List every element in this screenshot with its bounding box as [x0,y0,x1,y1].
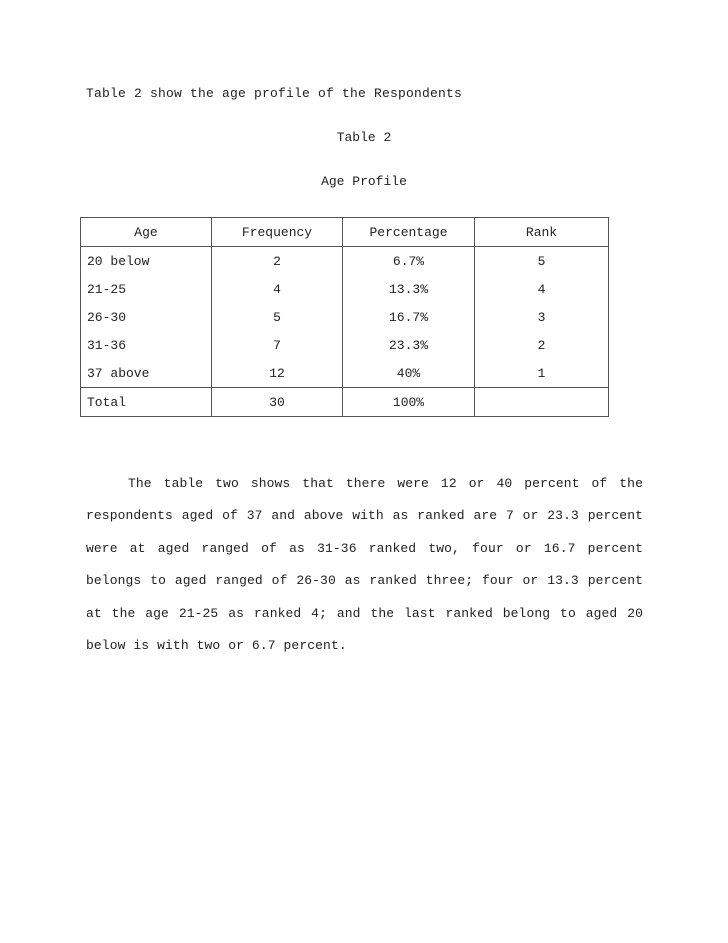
analysis-paragraph: The table two shows that there were 12 or 40 percent of the respondents aged of 37 and above with as ranked are 7 or 23.3 percent were at aged ranged of as 31-36 ranked two, four or 16.7 percent belongs to aged ranged of 26-30 as ranked three; four or 13.3 percent at the age 21-25 as ranked 4; and the last ranked belong to aged 20 below is with two or 6.7 percent. [86,476,643,654]
cell-frequency: 12 [212,359,343,388]
cell-age: 31-36 [81,331,212,359]
table-label: Table 2 [336,130,392,145]
table-title: Age Profile [321,174,407,189]
cell-rank: 2 [475,331,609,359]
header-percentage: Percentage [343,218,475,247]
cell-rank: 5 [475,247,609,276]
cell-frequency: 2 [212,247,343,276]
header-age: Age [81,218,212,247]
cell-frequency: 7 [212,331,343,359]
cell-percentage: 13.3% [343,275,475,303]
cell-age: 20 below [81,247,212,276]
header-rank: Rank [475,218,609,247]
cell-age: 21-25 [81,275,212,303]
cell-percentage: 6.7% [343,247,475,276]
cell-age: 37 above [81,359,212,388]
table-row [81,331,609,359]
total-frequency: 30 [212,388,343,417]
cell-rank: 1 [475,359,609,388]
header-frequency: Frequency [212,218,343,247]
cell-percentage: 40% [343,359,475,388]
cell-percentage: 16.7% [343,303,475,331]
total-label: Total [81,388,212,417]
cell-frequency: 5 [212,303,343,331]
cell-frequency: 4 [212,275,343,303]
table-row [81,359,609,388]
total-percentage: 100% [343,388,475,417]
age-profile-table [80,217,609,417]
table-row [81,247,609,276]
intro-text: Table 2 show the age profile of the Respondents [86,86,463,101]
table-header-row [81,218,609,247]
table-total-row [81,388,609,417]
cell-rank: 3 [475,303,609,331]
cell-rank: 4 [475,275,609,303]
total-rank [475,388,609,417]
table-row [81,303,609,331]
cell-percentage: 23.3% [343,331,475,359]
cell-age: 26-30 [81,303,212,331]
table-row [81,275,609,303]
